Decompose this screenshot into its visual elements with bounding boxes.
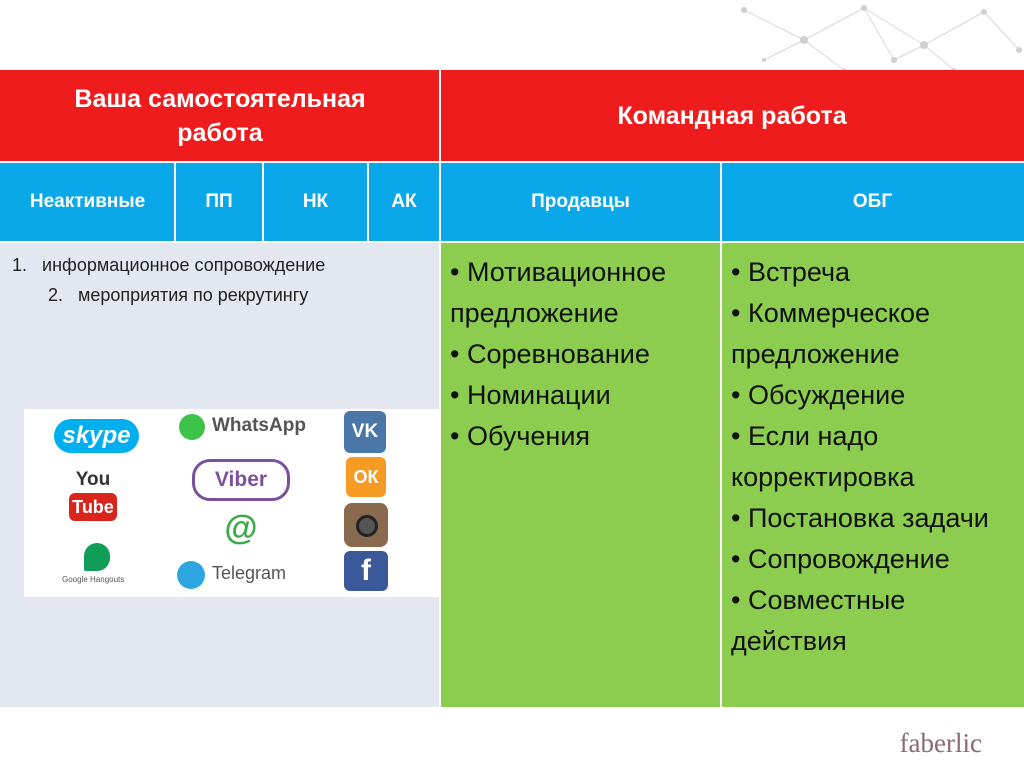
instagram-icon — [344, 503, 388, 547]
vk-icon — [344, 411, 386, 453]
list-item-text: мероприятия по рекрутингу — [78, 285, 309, 305]
list-item: 1. информационное сопровождение — [12, 255, 326, 275]
at-label: @ — [224, 509, 258, 547]
col-nk — [263, 162, 368, 242]
col-obg-label: ОБГ — [852, 191, 893, 212]
col-pp-label: ПП — [205, 191, 233, 212]
comparison-table — [0, 70, 1024, 707]
obg-body — [721, 242, 1024, 707]
facebook-icon — [344, 551, 388, 591]
list-item: • Совместные действия — [731, 580, 1024, 662]
list-item: • Обучения — [450, 416, 721, 457]
list-item: • Коммерческое предложение — [731, 293, 1024, 375]
youtube-label: You — [75, 469, 111, 490]
sellers-body — [440, 242, 721, 707]
list-item: 2. мероприятия по рекрутингу — [48, 285, 309, 305]
header-self-work — [0, 70, 440, 162]
obg-list — [731, 252, 1024, 662]
whatsapp-label: WhatsApp — [212, 415, 306, 436]
divider — [262, 162, 264, 242]
list-item: • Обсуждение — [731, 375, 1024, 416]
ok-label: ОК — [353, 467, 379, 487]
list-item: • Номинации — [450, 375, 721, 416]
header-self-work-label: Ваша самостоятельная работа — [74, 85, 366, 147]
whatsapp-icon — [179, 414, 205, 440]
divider — [367, 162, 369, 242]
list-item-text: информационное сопровождение — [42, 255, 326, 275]
viber-label: Viber — [214, 468, 268, 491]
list-item: • Сопровождение — [731, 539, 1024, 580]
header-team-work — [440, 70, 1024, 162]
viber-icon — [192, 459, 290, 501]
col-ak-label: АК — [391, 191, 417, 212]
telegram-label: Telegram — [212, 563, 287, 583]
google-hangouts-icon — [84, 543, 110, 571]
vk-label: VK — [351, 421, 379, 442]
divider — [0, 161, 1024, 163]
faberlic-logo: faberlic — [899, 728, 982, 758]
mail-at-icon — [220, 507, 262, 549]
col-nk-label: НК — [302, 191, 329, 212]
header-team-work-label: Командная работа — [617, 101, 847, 130]
skype-label: skype — [62, 422, 131, 449]
divider — [174, 162, 176, 242]
col-sellers — [440, 162, 721, 242]
divider — [0, 241, 1024, 243]
hangouts-label: Google Hangouts — [62, 575, 125, 584]
col-pp — [175, 162, 263, 242]
sellers-list — [450, 252, 721, 457]
list-item: • Постановка задачи — [731, 498, 1024, 539]
list-item: • Если надо корректировка — [731, 416, 1024, 498]
youtube-icon — [69, 467, 117, 527]
col-ak — [368, 162, 440, 242]
list-item: • Соревнование — [450, 334, 721, 375]
facebook-label: f — [361, 554, 371, 587]
skype-icon — [54, 419, 139, 453]
divider — [439, 70, 441, 707]
col-obg — [721, 162, 1024, 242]
list-item: • Встреча — [731, 252, 1024, 293]
network-decoration — [724, 0, 1024, 72]
odnoklassniki-icon — [346, 457, 386, 497]
col-sellers-label: Продавцы — [531, 191, 630, 212]
col-inactive — [0, 162, 175, 242]
messenger-logos — [24, 409, 440, 597]
divider — [720, 162, 722, 707]
self-work-list — [12, 250, 325, 310]
youtube-label: Tube — [69, 493, 117, 521]
col-inactive-label: Неактивные — [29, 191, 146, 212]
telegram-icon — [177, 561, 205, 589]
list-item: • Мотивационное предложение — [450, 252, 721, 334]
